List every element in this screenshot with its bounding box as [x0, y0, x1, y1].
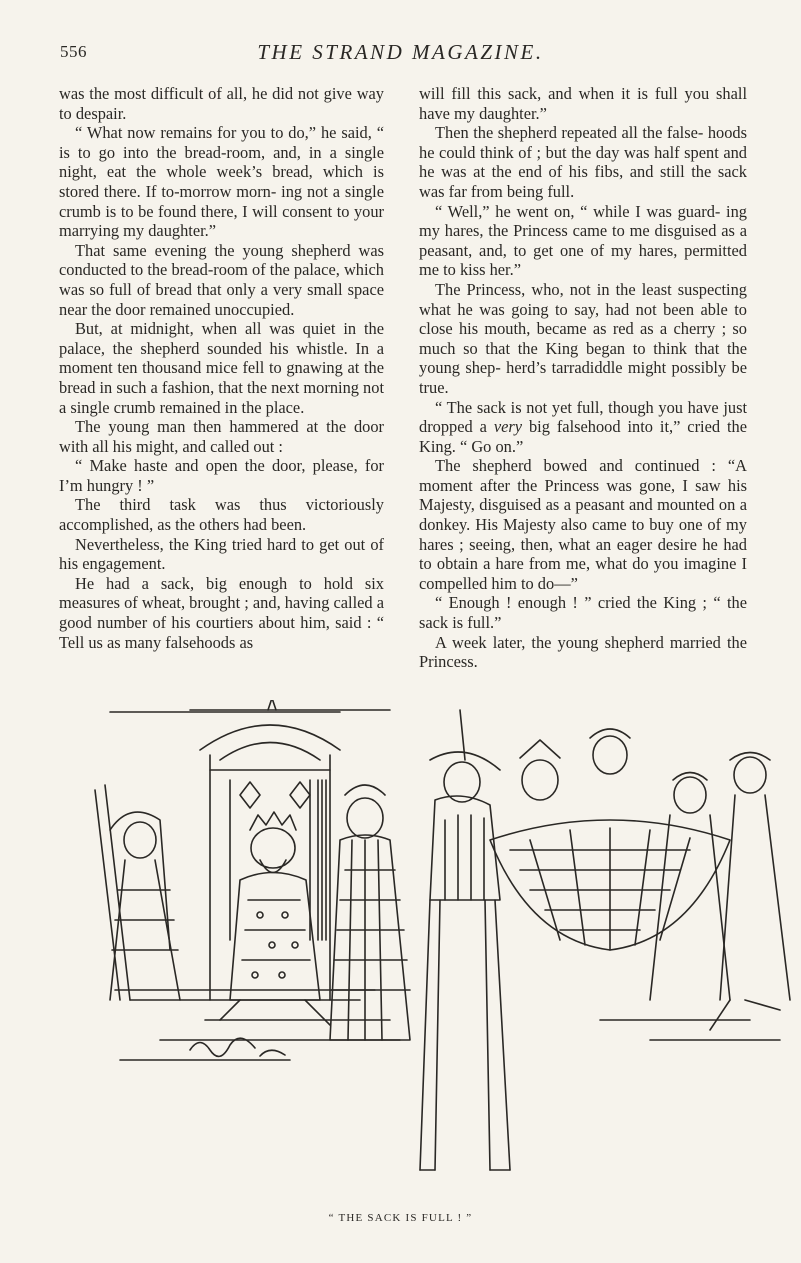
paragraph: “ Well,” he went on, “ while I was guard- ing my hares, the Princess came to me disguised as a peasant, and, to get one of my hares, permitted me to kiss her.”: [419, 201, 747, 280]
paragraph: The young man then hammered at the door with all his might, and called out :: [59, 417, 384, 456]
paragraph: A week later, the young shepherd married the Princess.: [419, 632, 747, 672]
running-head: THE STRAND MAGAZINE.: [257, 40, 544, 64]
courtier-left: [95, 785, 180, 1000]
paragraph: The Princess, who, not in the least suspecting what he was going to say, had not been able to close his mouth, became as red as a cherry ; so much so that the King began to think that the young shep- herd’s tarradiddle might possibly be true.: [419, 279, 747, 397]
paragraph: “ Make haste and open the door, please, for I’m hungry ! ”: [59, 456, 384, 495]
paragraph: “ What now remains for you to do,” he said, “ is to go into the bread-room, and, in a single night, eat the whole week’s bread, which is stored there. If to-morrow morn- ing not a single crumb is to be found there, I will consent to your marrying my daughter.”: [59, 123, 384, 241]
left-column: [59, 84, 384, 652]
paragraph: Then the shepherd repeated all the false- hoods he could think of ; but the day was half spent and he was at the end of his fibs, and still the sack was far from being full.: [419, 123, 747, 201]
ink-drawing: [90, 700, 801, 1215]
paragraph: He had a sack, big enough to hold six measures of wheat, brought ; and, having called a good number of his courtiers about him, said : “ Tell us as many falsehoods as: [59, 573, 384, 652]
paragraph-text: “ The sack is not yet full, though you have just dropped a: [419, 397, 747, 437]
paragraph: The third task was thus victoriously accomplished, as the others had been.: [59, 495, 384, 535]
illustration: [90, 700, 801, 1255]
artist-signature: [190, 1038, 285, 1056]
throne: [200, 700, 340, 1000]
right-column: [419, 84, 747, 672]
paragraph: “ Enough ! enough ! ” cried the King ; “ the sack is full.”: [419, 593, 747, 633]
paragraph: That same evening the young shepherd was conducted to the bread-room of the palace, which was so full of bread that only a very small space near the door remained unoccupied.: [59, 240, 384, 319]
page-number: 556: [60, 42, 87, 61]
paragraph: Nevertheless, the King tried hard to get out of his engagement.: [59, 534, 384, 574]
paragraph: will fill this sack, and when it is full you shall have my daughter.”: [419, 84, 747, 123]
shepherd-figure: [420, 710, 510, 1170]
princess-figure: [330, 785, 410, 1040]
king-figure: [220, 812, 330, 1025]
emphasis-text: very: [493, 417, 523, 437]
paragraph: [419, 398, 747, 457]
paragraph: The shepherd bowed and continued : “A moment after the Princess was gone, I saw his Majesty, disguised as a peasant and mounted on a donkey. His Majesty also came to buy one of my hares ; seeing, then, what an eager desire he had to obtain a hare from me, what do you imagine I compelled him to do—”: [419, 456, 747, 593]
courtiers-right: [520, 729, 790, 1030]
paragraph: But, at midnight, when all was quiet in the palace, the shepherd sounded his whistle. In a moment ten thousand mice fell to gnawing at the bread in such a fashion, that the next morning not a single crumb remained in the place.: [59, 319, 385, 417]
illustration-caption: “ THE SACK IS FULL ! ”: [328, 1212, 473, 1224]
sack: [490, 820, 730, 950]
paragraph-text: big falsehood into it,” cried the King. “ Go on.”: [419, 417, 747, 456]
paragraph: was the most difficult of all, he did not give way to despair.: [59, 84, 384, 123]
